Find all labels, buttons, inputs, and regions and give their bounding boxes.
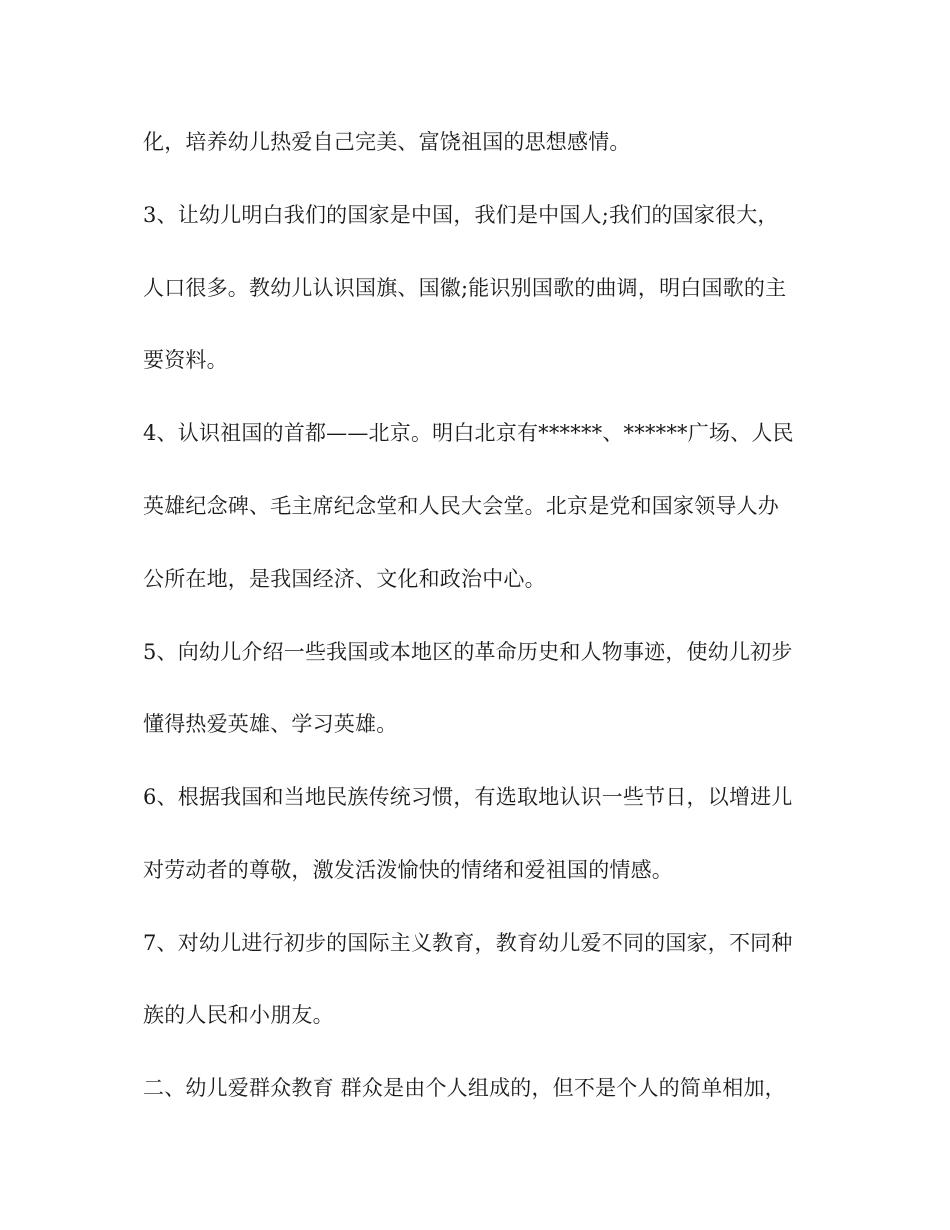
text-line: 对劳动者的尊敬，激发活泼愉快的情绪和爱祖国的情感。	[143, 858, 673, 882]
text-line: 6、根据我国和当地民族传统习惯，有选取地认识一些节日，以增进儿	[143, 785, 793, 809]
text-line: 英雄纪念碑、毛主席纪念堂和人民大会堂。北京是党和国家领导人办	[143, 494, 779, 518]
text-line: 化，培养幼儿热爱自己完美、富饶祖国的思想感情。	[143, 130, 631, 154]
text-line: 7、对幼儿进行初步的国际主义教育，教育幼儿爱不同的国家，不同种	[143, 931, 793, 955]
text-line: 要资料。	[143, 348, 228, 372]
text-line: 公所在地，是我国经济、文化和政治中心。	[143, 567, 546, 591]
text-line: 人口很多。教幼儿认识国旗、国徽;能识别国歌的曲调，明白国歌的主	[143, 276, 787, 300]
text-line: 族的人民和小朋友。	[143, 1003, 334, 1027]
text-line: 5、向幼儿介绍一些我国或本地区的革命历史和人物事迹，使幼儿初步	[143, 640, 793, 664]
text-line: 4、认识祖国的首都——北京。明白北京有******、******广场、人民	[143, 421, 794, 445]
text-line: 二、幼儿爱群众教育 群众是由个人组成的，但不是个人的简单相加，	[143, 1076, 786, 1100]
text-line: 3、让幼儿明白我们的国家是中国，我们是中国人;我们的国家很大，	[143, 203, 779, 227]
text-line: 懂得热爱英雄、学习英雄。	[143, 712, 398, 736]
